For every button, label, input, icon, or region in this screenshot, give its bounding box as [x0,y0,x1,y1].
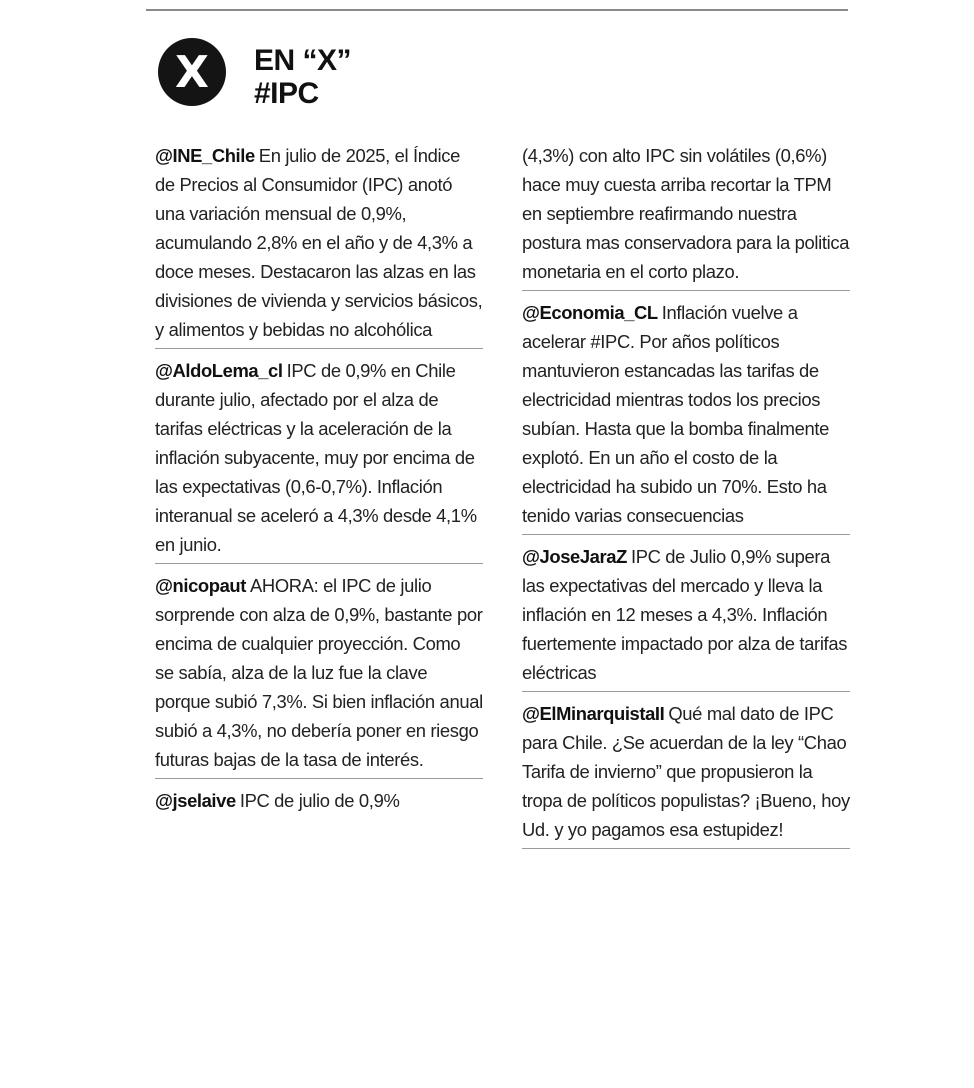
x-logo-icon: X [158,38,226,106]
column-left [155,140,483,825]
post-text: IPC de julio de 0,9% [239,790,400,811]
post-handle: @INE_Chile [155,145,255,166]
post-text: (4,3%) con alto IPC sin volátiles (0,6%) hace muy cuesta arriba recortar la TPM en septiembre reafirmando nuestra postura mas conservadora para la politica monetaria en el corto plazo. [522,145,850,282]
column-right [522,140,850,855]
post-handle: @Economia_CL [522,302,658,323]
post-jselaive-continued [522,140,850,291]
post-elminarquista [522,698,850,849]
top-rule [146,9,848,11]
section-heading [254,44,351,110]
post-text: IPC de Julio 0,9% supera las expectativas del mercado y lleva la inflación en 12 meses a 4,3%. Inflación fuertemente impactado por alza de tarifas eléctricas [522,546,848,683]
post-handle: @JoseJaraZ [522,546,627,567]
post-text: Qué mal dato de IPC para Chile. ¿Se acuerdan de la ley “Chao Tarifa de invierno” que propusieron la tropa de políticos populistas? ¡Bueno, hoy Ud. y yo pagamos esa estupidez! [522,703,850,840]
post-economia-cl [522,297,850,535]
post-text: IPC de 0,9% en Chile durante julio, afectado por el alza de tarifas eléctricas y la aceleración de la inflación subyacente, muy por encima de las expectativas (0,6-0,7%). Inflación interanual se aceleró a 4,3% desde 4,1% en junio. [155,360,477,555]
post-handle: @AldoLema_cl [155,360,283,381]
post-handle: @jselaive [155,790,236,811]
heading-line-1: EN “X” [254,44,352,77]
post-nicopaut [155,570,483,779]
post-jselaive [155,785,483,819]
post-aldolema [155,355,483,564]
post-text: Inflación vuelve a acelerar #IPC. Por años políticos mantuvieron estancadas las tarifas de electricidad mientras todos los precios subían. Hasta que la bomba finalmente explotó. En un año el costo de la electricidad ha subido un 70%. Esto ha tenido varias consecuencias [522,302,830,526]
post-text: En julio de 2025, el Índice de Precios al Consumidor (IPC) anotó una variación mensual de 0,9%, acumulando 2,8% en el año y de 4,3% a doce meses. Destacaron las alzas en las divisiones de vivienda y servicios básicos, y alimentos y bebidas no alcohólica [155,145,483,340]
post-text: AHORA: el IPC de julio sorprende con alza de 0,9%, bastante por encima de cualquier proyección. Como se sabía, alza de la luz fue la clave porque subió 7,3%. Si bien inflación anual subió a 4,3%, no debería poner en riesgo futuras bajas de la tasa de interés. [155,575,483,770]
post-josejaraz [522,541,850,692]
post-handle: @nicopaut [155,575,246,596]
post-ine-chile [155,140,483,349]
heading-line-2: #IPC [254,77,319,110]
post-handle: @ElMinarquistaII [522,703,665,724]
